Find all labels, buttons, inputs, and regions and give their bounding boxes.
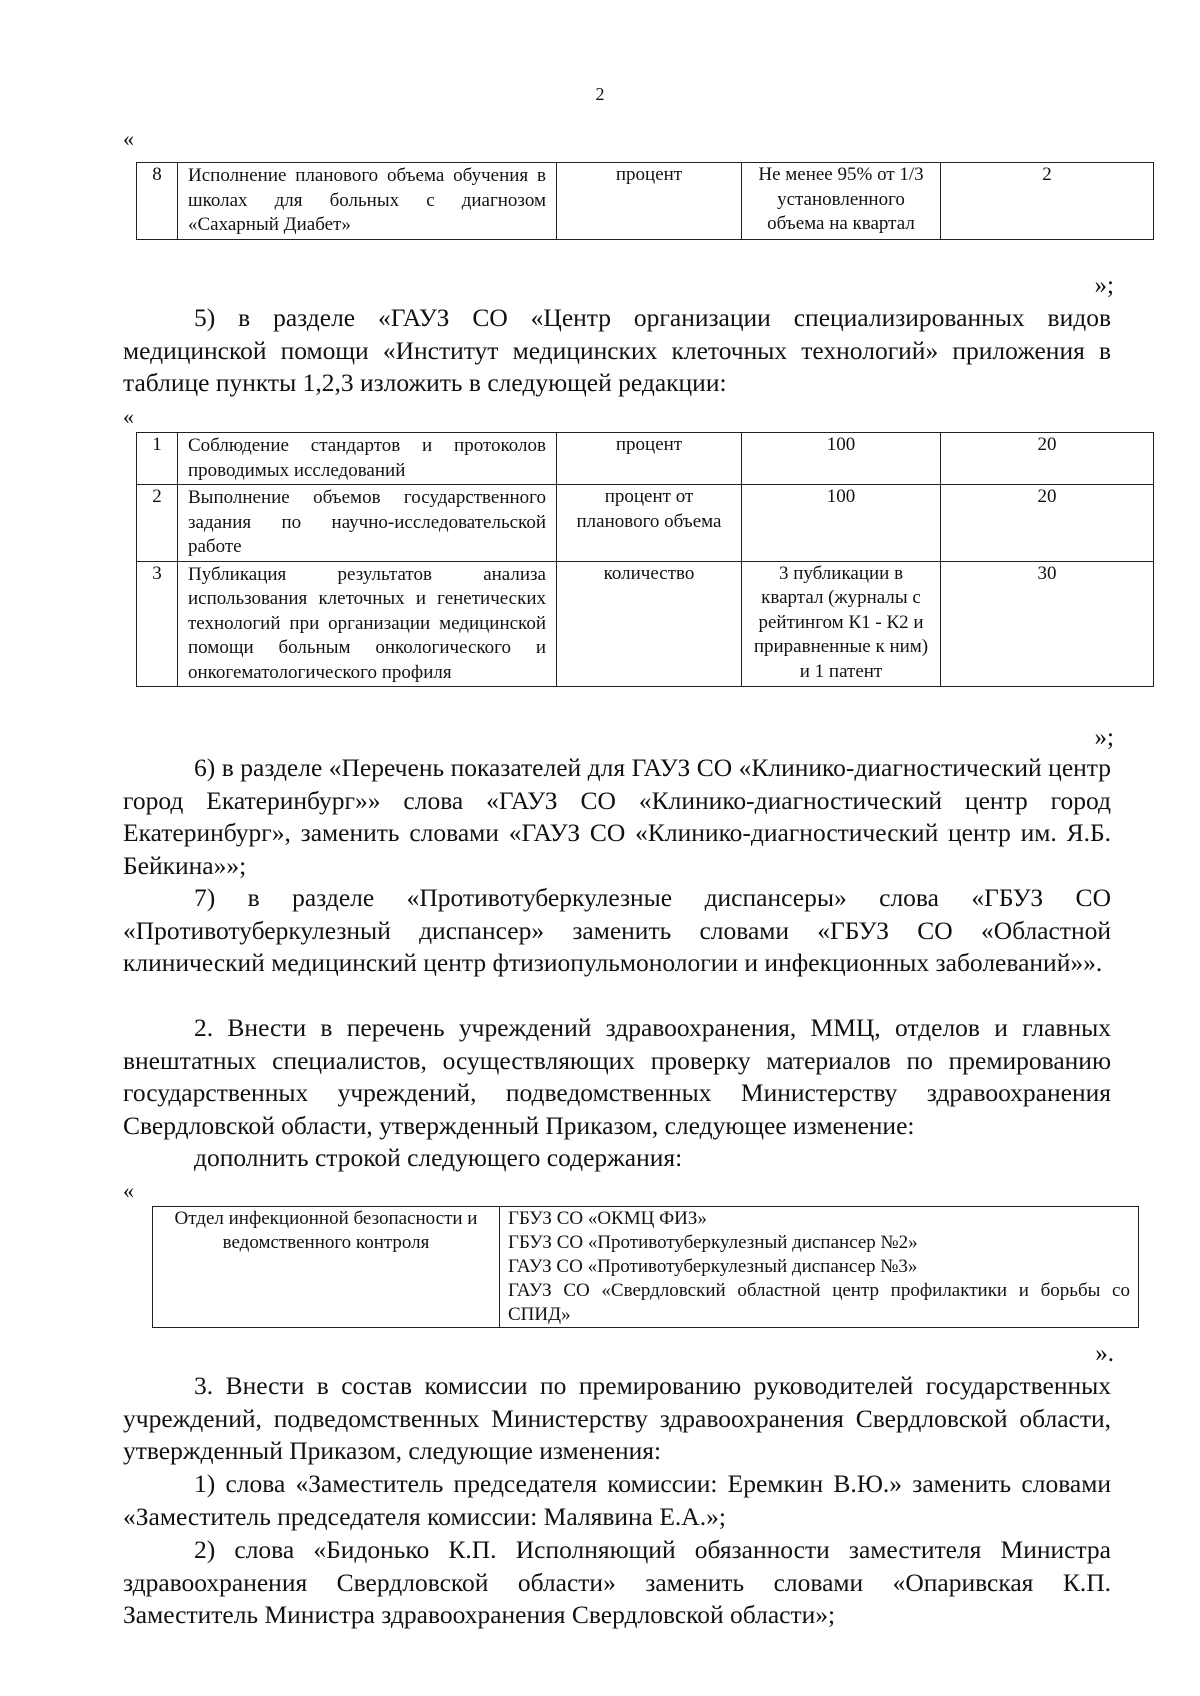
indicator-name: Соблюдение стандартов и протоколов проводимых исследований <box>178 433 557 485</box>
indicator-unit: процент от планового объема <box>557 485 742 562</box>
indicator-norm: 3 публикации в квартал (журналы с рейтингом К1 - К2 и приравненные к ним) и 1 патент <box>742 561 941 687</box>
indicator-norm: 100 <box>742 433 941 485</box>
organization-item: ГАУЗ СО «Свердловский областной центр профилактики и борьбы со СПИД» <box>508 1280 1130 1325</box>
item-3-2: 2) слова «Бидонько К.П. Исполняющий обязанности заместителя Министра здравоохранения Свердловской области» заменить словами «Опаривская К.П. Заместитель Министра здравоохранения Свердловской области»; <box>123 1535 1111 1629</box>
indicator-score: 20 <box>941 485 1154 562</box>
indicator-score: 2 <box>941 163 1154 240</box>
paragraph-6: 6) в разделе «Перечень показателей для ГАУЗ СО «Клинико-диагностический центр город Екатеринбург»» слова «ГАУЗ СО «Клинико-диагностический центр город Екатеринбург», заменить словами «ГАУЗ СО «Клинико-диагностический центр им. Я.Б. Бейкина»»; <box>123 753 1111 880</box>
quote-open-1: « <box>123 126 134 151</box>
indicator-score: 30 <box>941 561 1154 687</box>
indicator-name: Выполнение объемов государственного задания по научно-исследовательской работе <box>178 485 557 562</box>
indicator-unit: количество <box>557 561 742 687</box>
table-row <box>153 1207 1139 1328</box>
row-number: 3 <box>137 561 178 687</box>
item-2: 2. Внести в перечень учреждений здравоохранения, ММЦ, отделов и главных внештатных специалистов, осуществляющих проверку материалов по премированию государственных учреждений, подведомственных Министерству здравоохранения Свердловской области, утвержденный Приказом, следующее изменение: <box>123 1013 1111 1140</box>
paragraph-5: 5) в разделе «ГАУЗ СО «Центр организации специализированных видов медицинской помощи «Институт медицинских клеточных технологий» приложения в таблице пункты 1,2,3 изложить в следующей редакции: <box>123 303 1111 397</box>
table-row <box>137 433 1154 485</box>
indicator-unit: процент <box>557 163 742 240</box>
page-number: 2 <box>595 84 605 104</box>
table-row <box>137 485 1154 562</box>
organization-item: ГАУЗ СО «Противотуберкулезный диспансер №3» <box>508 1256 918 1277</box>
row-number: 2 <box>137 485 178 562</box>
indicator-table-2 <box>136 432 1154 687</box>
organization-item: ГБУЗ СО «ОКМЦ ФИЗ» <box>508 1208 707 1229</box>
organization-item: ГБУЗ СО «Противотуберкулезный диспансер №2» <box>508 1232 918 1253</box>
item-3: 3. Внести в состав комиссии по премированию руководителей государственных учреждений, подведомственных Министерству здравоохранения Свердловской области, утвержденный Приказом, следующие изменения: <box>123 1371 1111 1465</box>
item-2-sub: дополнить строкой следующего содержания: <box>194 1143 683 1172</box>
quote-open-3: « <box>123 1178 134 1203</box>
row-number: 8 <box>137 163 178 240</box>
indicator-unit: процент <box>557 433 742 485</box>
indicator-norm: Не менее 95% от 1/3 установленного объема на квартал <box>742 163 941 240</box>
item-3-1: 1) слова «Заместитель председателя комиссии: Еремкин В.Ю.» заменить словами «Заместитель председателя комиссии: Малявина Е.А.»; <box>123 1469 1111 1531</box>
indicator-name: Исполнение планового объема обучения в школах для больных с диагнозом «Сахарный Диабет» <box>178 163 557 240</box>
quote-close-1: »; <box>1094 272 1114 299</box>
indicator-table-1 <box>136 162 1154 240</box>
table-row <box>137 561 1154 687</box>
indicator-norm: 100 <box>742 485 941 562</box>
row-number: 1 <box>137 433 178 485</box>
quote-close-2: »; <box>1094 724 1114 751</box>
organizations-cell <box>500 1207 1139 1328</box>
quote-open-2: « <box>123 404 134 429</box>
department-name: Отдел инфекционной безопасности и ведомственного контроля <box>153 1207 500 1328</box>
quote-close-3: ». <box>1095 1340 1114 1367</box>
department-table <box>152 1206 1139 1328</box>
paragraph-7: 7) в разделе «Противотуберкулезные диспансеры» слова «ГБУЗ СО «Противотуберкулезный диспансер» заменить словами «ГБУЗ СО «Областной клинический медицинский центр фтизиопульмонологии и инфекционных заболеваний»». <box>123 883 1111 977</box>
table-row <box>137 163 1154 240</box>
indicator-name: Публикация результатов анализа использования клеточных и генетических технологий при организации медицинской помощи больным онкологического и онкогематологического профиля <box>178 561 557 687</box>
indicator-score: 20 <box>941 433 1154 485</box>
